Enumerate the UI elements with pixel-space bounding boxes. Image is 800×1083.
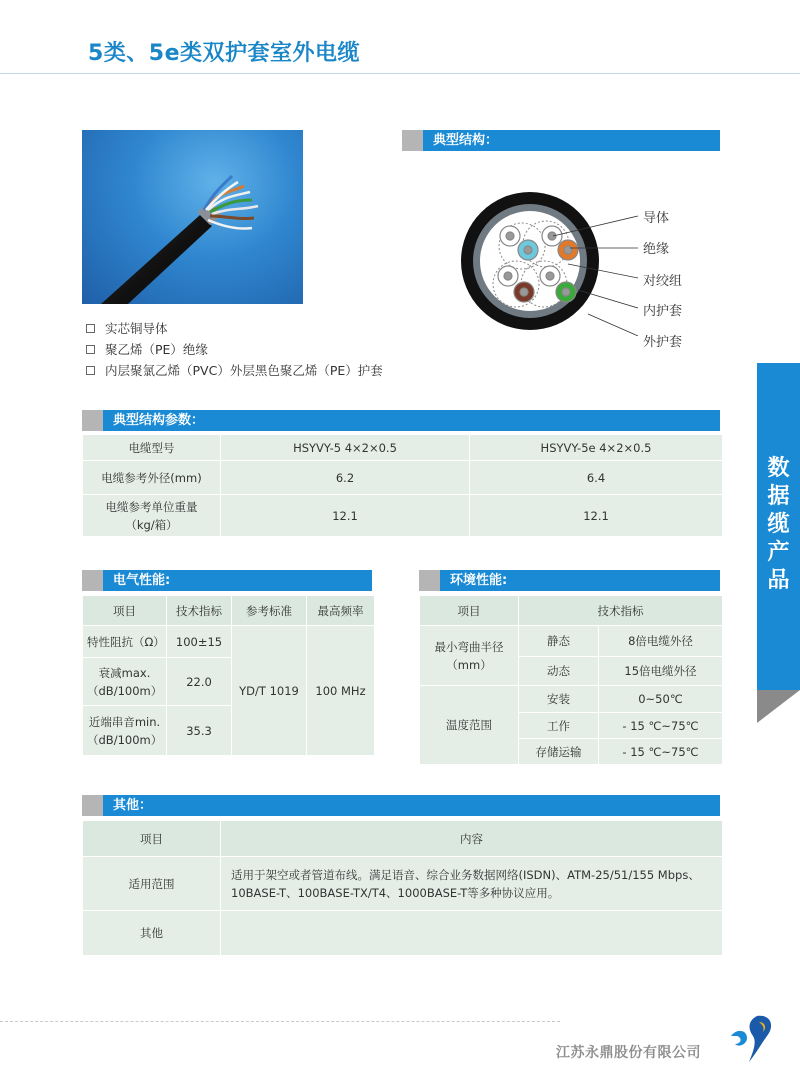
company-logo-icon	[727, 1012, 777, 1064]
label-conductor: 导体	[643, 211, 670, 226]
section-header-other: 其他：	[82, 795, 720, 816]
label-insulation: 绝缘	[643, 242, 670, 257]
table-row: 电缆参考外径(mm) 6.2 6.4	[83, 461, 723, 495]
list-item: 聚乙烯（PE）绝缘	[86, 339, 383, 360]
table-row: 电缆型号 HSYVY-5 4×2×0.5 HSYVY-5e 4×2×0.5	[83, 435, 723, 461]
table-row: 适用范围 适用于架空或者管道布线。满足语音、综合业务数据网络(ISDN)、ATM-25/51/155 Mbps、 10BASE-T、100BASE-TX/T4、1000BASE-T等多种协议应用。	[83, 857, 723, 911]
table-row: 温度范围 安装 0~50℃	[420, 686, 723, 713]
table-row: 项目 内容	[83, 821, 723, 857]
table-row: 存储运输 - 15 ℃~75℃	[420, 739, 723, 765]
company-name: 江苏永鼎股份有限公司	[556, 1045, 701, 1061]
electrical-table	[82, 595, 375, 756]
cable-cross-section	[460, 186, 640, 336]
checkbox-icon	[86, 345, 95, 354]
list-item: 实芯铜导体	[86, 318, 383, 339]
section-header-environment: 环境性能:	[419, 570, 720, 591]
table-row: 项目 技术指标	[420, 596, 723, 626]
checkbox-icon	[86, 324, 95, 333]
checkbox-icon	[86, 366, 95, 375]
table-row: 其他	[83, 911, 723, 956]
table-row: 近端串音min. （dB/100m） 35.3	[83, 706, 375, 756]
list-item: 内层聚氯乙烯（PVC）外层黑色聚乙烯（PE）护套	[86, 360, 383, 381]
footer-divider	[0, 1021, 560, 1022]
feature-list	[86, 318, 383, 381]
label-inner-sheath: 内护套	[643, 304, 683, 319]
table-row: 项目 技术指标 参考标准 最高频率	[83, 596, 375, 626]
cable-photo	[82, 130, 303, 304]
environment-table	[419, 595, 723, 765]
table-row: 衰减max. （dB/100m） 22.0	[83, 658, 375, 706]
section-header-params: 典型结构参数：	[82, 410, 720, 431]
params-table	[82, 434, 723, 537]
table-row: 电缆参考单位重量 （kg/箱） 12.1 12.1	[83, 495, 723, 537]
table-row: 工作 - 15 ℃~75℃	[420, 713, 723, 739]
table-row: 最小弯曲半径 （mm） 静态 8倍电缆外径	[420, 626, 723, 657]
other-table	[82, 820, 723, 956]
label-outer-sheath: 外护套	[643, 335, 683, 350]
title-divider	[0, 73, 800, 74]
side-tab-data-cable-products: 数 据 缆 产 品	[757, 363, 800, 690]
label-twisted-pair: 对绞组	[643, 274, 683, 289]
side-tab-corner	[757, 690, 800, 723]
section-header-electrical: 电气性能:	[82, 570, 372, 591]
page-title: 5类、5e类双护套室外电缆	[88, 41, 361, 66]
table-row: 特性阻抗（Ω） 100±15 YD/T 1019 100 MHz	[83, 626, 375, 658]
table-row: 动态 15倍电缆外径	[420, 657, 723, 686]
section-header-structure: 典型结构：	[402, 130, 720, 151]
